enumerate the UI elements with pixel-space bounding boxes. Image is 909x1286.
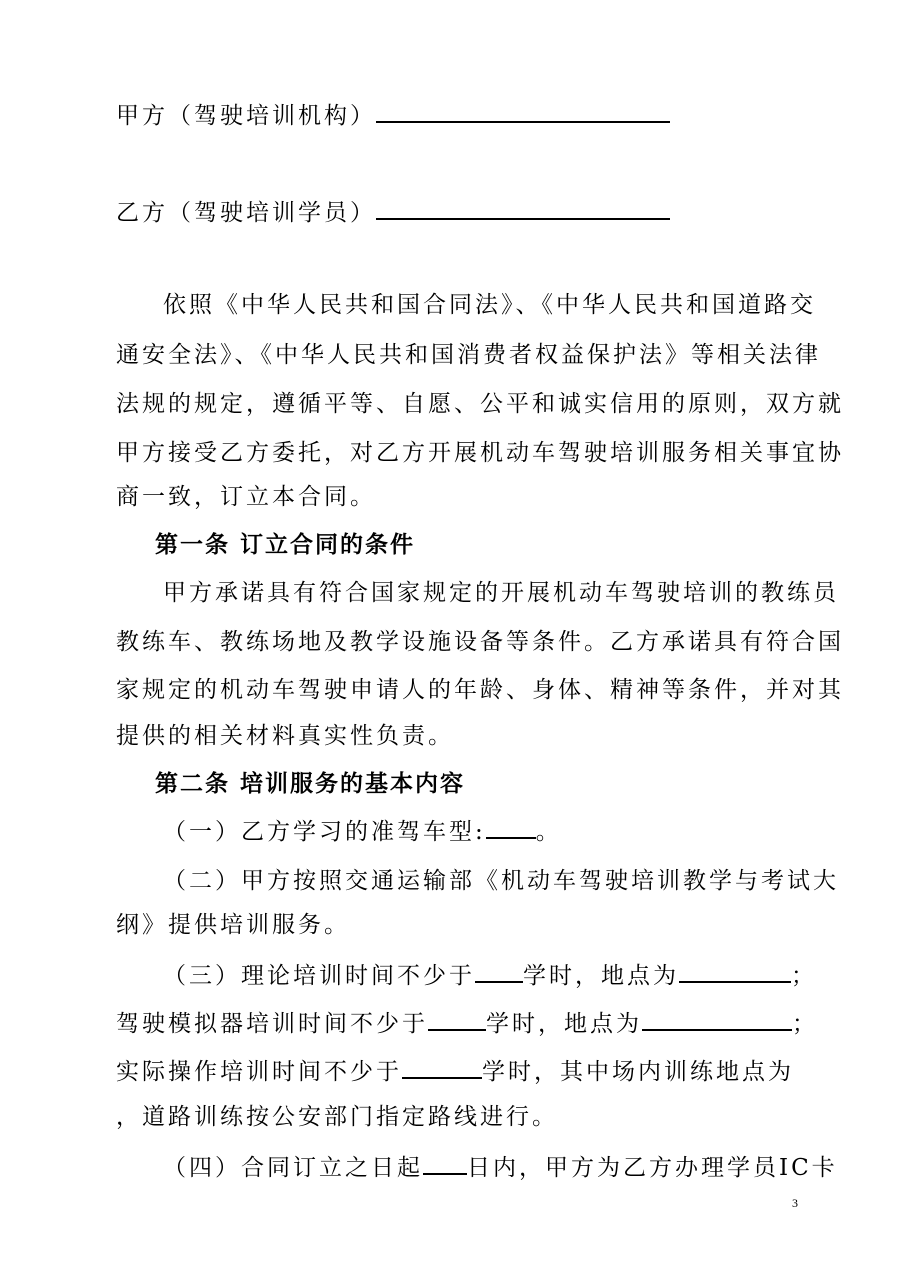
simulator-hours-text: 驾驶模拟器培训时间不少于 bbox=[116, 1011, 428, 1037]
party-a-label: 甲方（驾驶培训机构） bbox=[116, 103, 376, 129]
preamble-line-1: 依照《中华人民共和国合同法》、《中华人民共和国道路交 bbox=[163, 292, 816, 318]
article-2-heading: 第二条 培训服务的基本内容 bbox=[155, 770, 466, 797]
party-b-line bbox=[116, 198, 670, 228]
article-2-item-4 bbox=[163, 1153, 838, 1183]
practice-location-text: 学时，其中场内训练地点为 bbox=[482, 1059, 794, 1085]
preamble-line-3: 法规的规定，遵循平等、自愿、公平和诚实信用的原则，双方就 bbox=[116, 391, 844, 417]
party-b-label: 乙方（驾驶培训学员） bbox=[116, 200, 376, 226]
theory-hours-text: （三）理论培训时间不少于 bbox=[163, 963, 475, 989]
simulator-hours-blank bbox=[428, 1009, 486, 1031]
item-1-end: 。 bbox=[535, 819, 562, 845]
article-2-item-1 bbox=[163, 817, 562, 847]
article-1-heading: 第一条 订立合同的条件 bbox=[155, 531, 416, 558]
page-number: 3 bbox=[792, 1196, 798, 1210]
article-1-line-2: 教练车、教练场地及教学设施设备等条件。乙方承诺具有符合国 bbox=[116, 629, 844, 655]
article-1-line-1: 甲方承诺具有符合国家规定的开展机动车驾驶培训的教练员 bbox=[163, 580, 839, 606]
article-2-item-3-line-2 bbox=[116, 1009, 818, 1039]
item-4-text-end: 日内，甲方为乙方办理学员IC卡 bbox=[467, 1155, 838, 1181]
article-1-line-4: 提供的相关材料真实性负责。 bbox=[116, 723, 454, 749]
ic-card-days-blank bbox=[423, 1153, 467, 1175]
practice-hours-blank bbox=[402, 1057, 482, 1079]
party-a-line bbox=[116, 101, 670, 131]
item-1-text: （一）乙方学习的准驾车型: bbox=[163, 819, 486, 845]
article-2-item-2-line-1: （二）甲方按照交通运输部《机动车驾驶培训教学与考试大 bbox=[163, 868, 839, 894]
theory-location-text: 学时，地点为 bbox=[523, 963, 679, 989]
preamble-line-4: 甲方接受乙方委托，对乙方开展机动车驾驶培训服务相关事宜协 bbox=[116, 440, 844, 466]
practice-hours-text: 实际操作培训时间不少于 bbox=[116, 1059, 402, 1085]
simulator-location-text: 学时，地点为 bbox=[486, 1011, 642, 1037]
simulator-end: ； bbox=[792, 1011, 818, 1037]
preamble-line-5: 商一致，订立本合同。 bbox=[116, 484, 376, 510]
vehicle-type-blank bbox=[486, 817, 536, 839]
article-2-item-3-line-3 bbox=[116, 1057, 794, 1087]
party-b-blank bbox=[376, 198, 670, 220]
theory-hours-blank bbox=[475, 961, 523, 983]
preamble-line-2: 通安全法》、《中华人民共和国消费者权益保护法》等相关法律 bbox=[116, 342, 821, 368]
article-2-item-3-line-1 bbox=[163, 961, 817, 991]
article-1-line-3: 家规定的机动车驾驶申请人的年龄、身体、精神等条件，并对其 bbox=[116, 677, 844, 703]
party-a-blank bbox=[376, 101, 670, 123]
theory-end: ； bbox=[791, 963, 817, 989]
simulator-location-blank bbox=[642, 1009, 792, 1031]
article-2-item-3-line-4: ，道路训练按公安部门指定路线进行。 bbox=[116, 1104, 558, 1130]
article-2-item-2-line-2: 纲》提供培训服务。 bbox=[116, 912, 350, 938]
theory-location-blank bbox=[679, 961, 791, 983]
item-4-text: （四）合同订立之日起 bbox=[163, 1155, 423, 1181]
